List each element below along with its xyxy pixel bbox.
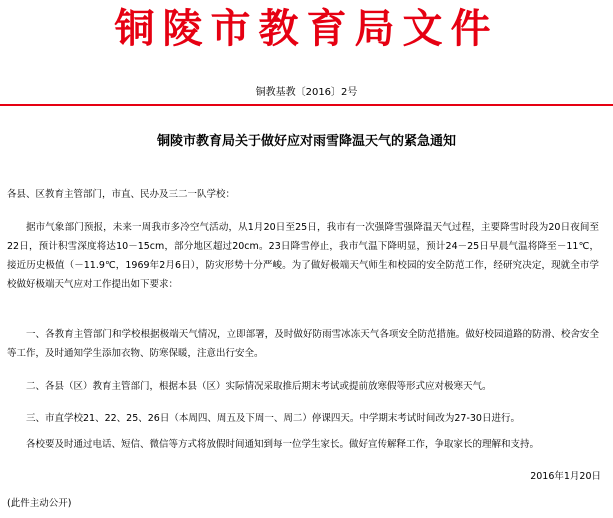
notice-title: 铜陵市教育局关于做好应对雨雪降温天气的紧急通知 <box>156 134 456 149</box>
issue-date: 2016年1月20日 <box>530 471 601 482</box>
paragraph-requirement-one: 一、各教育主管部门和学校根据极端天气情况，立即部署，及时做好防雨雪冰冻天气各项安全防范措施。做好校园道路的防滑、校舍安全等工作，及时通知学生添加衣物、防寒保暖，注意出行安全。 <box>7 329 599 359</box>
document-masthead: 铜陵市教育局文件 <box>114 5 499 52</box>
paragraph-container <box>0 435 613 454</box>
salutation: 各县、区教育主管部门，市直、民办及三二一队学校： <box>7 189 236 200</box>
public-disclosure-note: (此件主动公开) <box>7 498 72 509</box>
paragraph-requirement-three: 三、市直学校21、22、25、26日（本周四、周五及下周一、周二）停课四天。中学期末考试时间改为27-30日进行。 <box>26 413 520 424</box>
paragraph-container <box>0 409 613 428</box>
paragraph-weather-forecast: 据市气象部门预报，未来一周我市多冷空气活动，从1月20日至25日，我市有一次强降雪强降温天气过程，主要降雪时段为20日夜间至22日，预计积雪深度将达10－15cm，部分地区超过20cm。23日降雪停止，我市气温下降明显，预计24－25日早晨气温将降至－11℃，接近历史极值（－11.9℃，1969年2月6日），防灾形势十分严峻。为了做好极端天气师生和校园的安全防范工作，经研究决定，现就全市学校做好极端天气应对工作提出如下要求： <box>7 222 599 290</box>
red-separator-line <box>0 104 613 106</box>
paragraph-container <box>0 325 613 363</box>
paragraph-container <box>0 377 613 396</box>
paragraph-requirement-two: 二、各县（区）教育主管部门，根据本县（区）实际情况采取推后期末考试或提前放寒假等形式应对极寒天气。 <box>26 381 492 392</box>
document-number: 铜教基教〔2016〕2号 <box>255 87 358 98</box>
paragraph-parent-notification: 各校要及时通过电话、短信、微信等方式将放假时间通知到每一位学生家长。做好宣传解释工作，争取家长的理解和支持。 <box>26 439 540 450</box>
paragraph-container <box>0 218 613 294</box>
